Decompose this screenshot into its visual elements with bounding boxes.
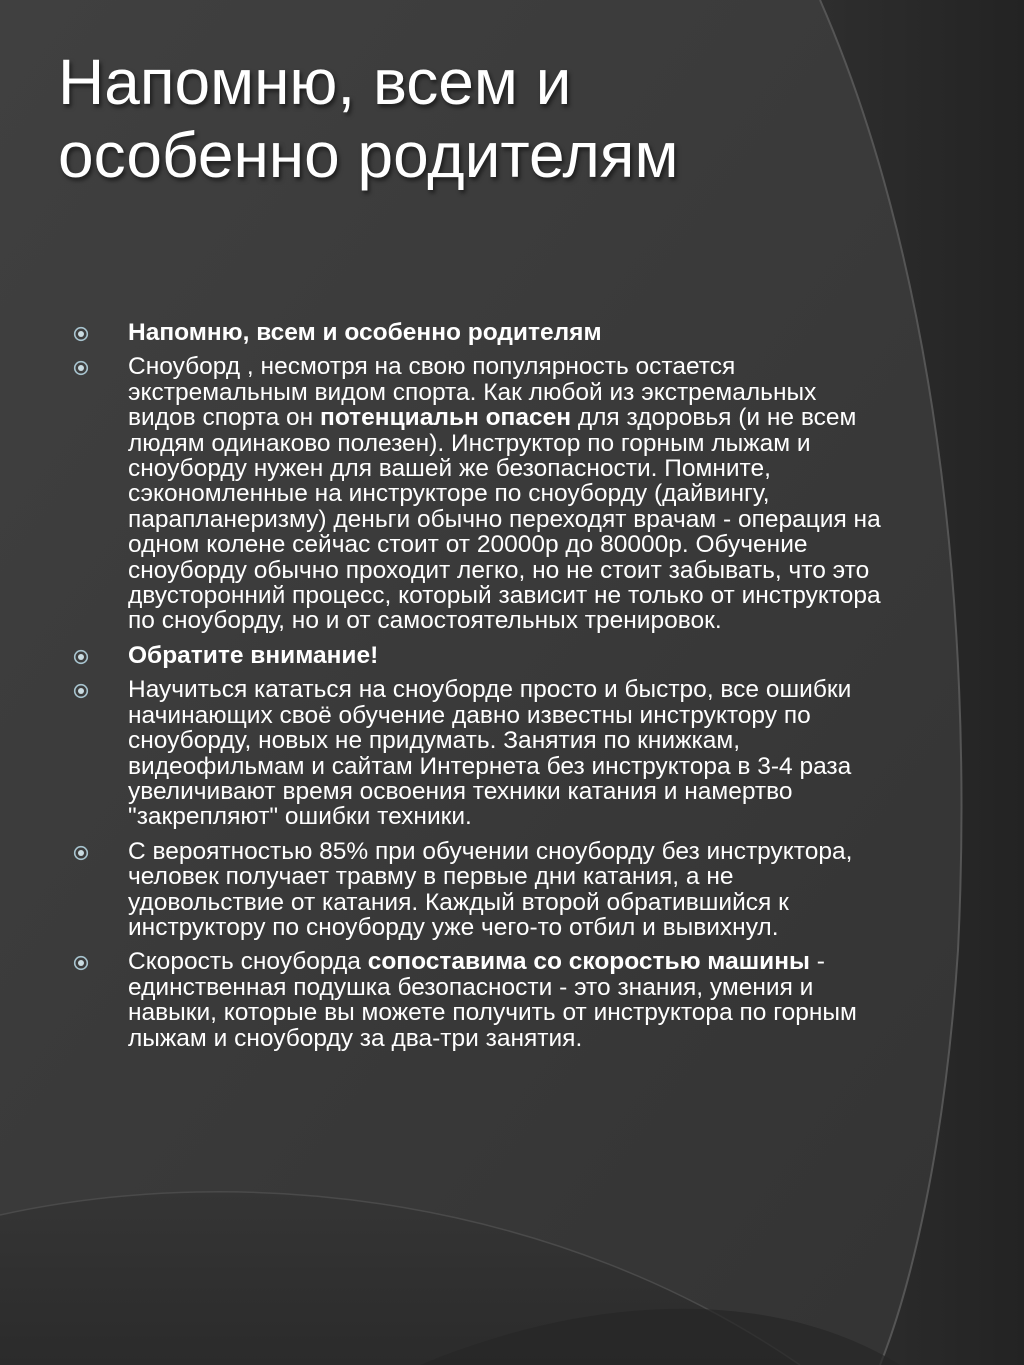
bullet-text: Напомню, всем и особенно родителям xyxy=(128,319,602,346)
bullet-text-bold: потенциальн опасен xyxy=(320,404,572,432)
bullet-item-learning xyxy=(70,677,890,829)
bullet-text-part-2: для здоровья (и не всем людям одинаково полезен). Инструктор по горным лыжам и сноуборду нужен для вашей же безопасности. Помните, сэкономленные на инструкторе по сноуборду (дайвингу, парапланеризму) деньги обычно переходят врачам - операция на одном колене сейчас стоит от 20000р до 80000р. Обучение сноуборду обычно проходит легко, но не стоит забывать, что это двусторонний процесс, который зависит не только от инструктора по сноуборду, но и от самостоятельных тренировок. xyxy=(128,404,881,635)
bullet-item-reminder xyxy=(70,320,890,345)
bullet-item-attention xyxy=(70,643,890,668)
bullet-text-part-2: - единственная подушка безопасности - это знания, умения и навыки, которые вы можете получить от инструктора по горным лыжам и сноуборду за два-три занятия. xyxy=(128,948,857,1052)
slide-title-line-2: особенно родителям xyxy=(58,119,679,191)
bullet-item-speed xyxy=(70,949,890,1051)
ring-bullet-icon xyxy=(73,360,89,376)
bullet-text-part-1: Сноуборд , несмотря на свою популярность остается экстремальным видом спорта. Как любой из экстремальных видов спорта он xyxy=(128,353,817,432)
bullet-item-injury-probability xyxy=(70,839,890,941)
ring-bullet-icon xyxy=(73,845,89,861)
bullet-item-snowboard-danger xyxy=(70,354,890,633)
slide-title-line-1: Напомню, всем и xyxy=(58,46,572,118)
bullet-text-part-1: Скорость сноуборда xyxy=(128,948,368,976)
bullet-text: С вероятностью 85% при обучении сноуборду без инструктора, человек получает травму в первые дни катания, а не удовольствие от катания. Каждый второй обратившийся к инструктору по сноуборду уже чего-то отбил и вывихнул. xyxy=(128,837,853,941)
ring-bullet-icon xyxy=(73,649,89,665)
ring-bullet-icon xyxy=(73,683,89,699)
ring-bullet-icon xyxy=(73,955,89,971)
bullet-text: Обратите внимание! xyxy=(128,641,379,669)
slide-title xyxy=(58,46,938,192)
ring-bullet-icon xyxy=(73,326,89,342)
bullet-text: Научиться кататься на сноуборде просто и быстро, все ошибки начинающих своё обучение давно известны инструктору по сноуборду, новых не придумать. Занятия по книжкам, видеофильмам и сайтам Интернета без инструктора в 3-4 раза увеличивают время освоения техники катания и намертво "закрепляют" ошибки техники. xyxy=(128,676,852,831)
bullet-list xyxy=(70,320,890,1060)
bullet-text-bold: сопоставима со скоростью машины xyxy=(367,948,810,976)
